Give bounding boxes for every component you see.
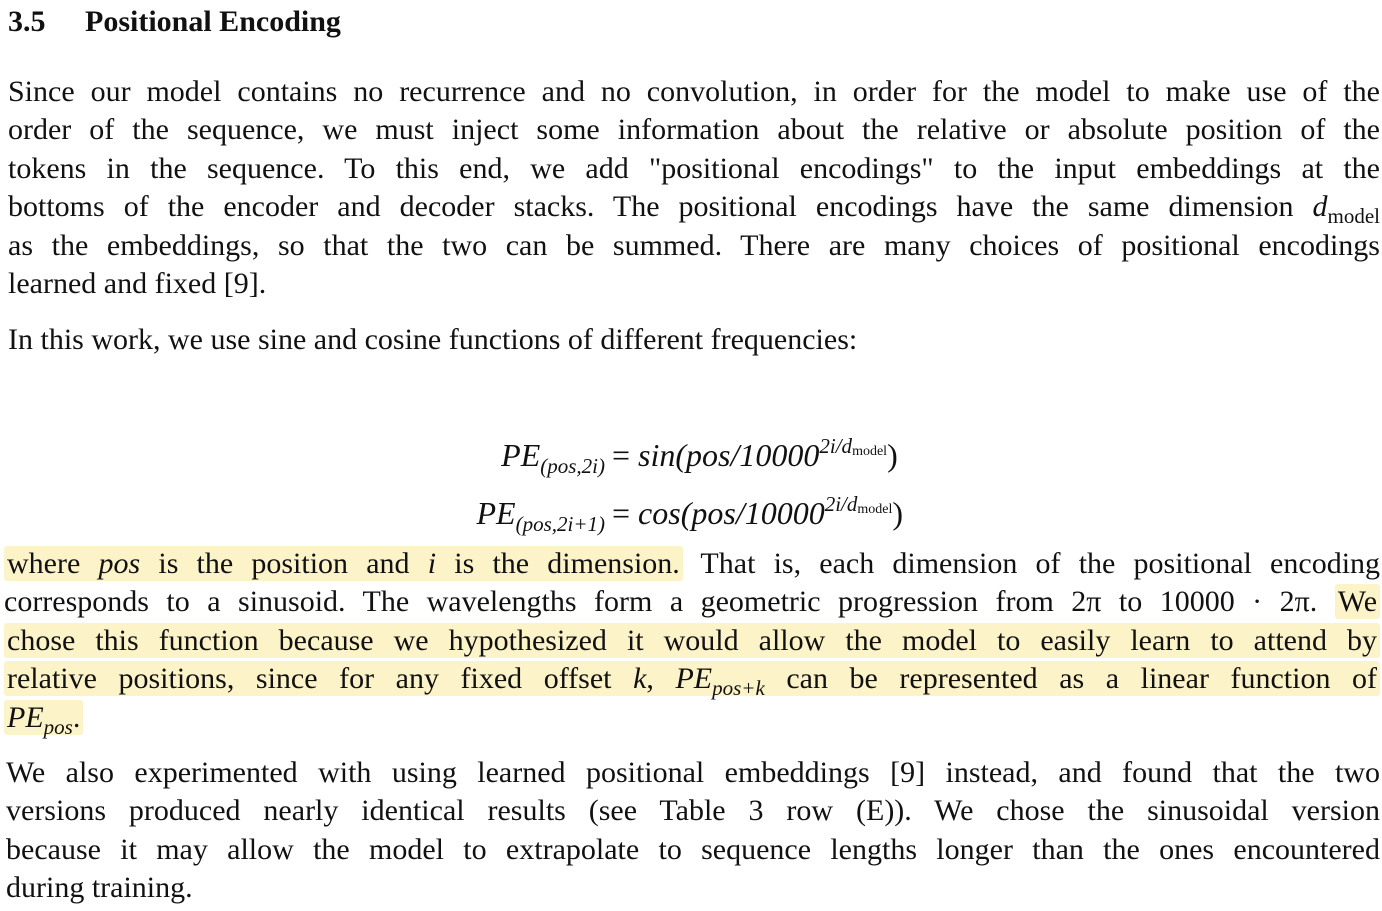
math-exponent-text: 2i/d	[824, 492, 858, 516]
highlighted-span: $PE_{pos}$.	[4, 700, 83, 735]
equation-lhs	[476, 493, 605, 536]
text-line: learned and fixed [9].	[8, 267, 267, 301]
math-subscript: model	[857, 502, 893, 517]
text-line	[4, 583, 1380, 621]
text-line	[8, 188, 1381, 229]
math-var: d	[1312, 190, 1328, 224]
math-var: pos	[98, 547, 141, 580]
section-title: Positional Encoding	[85, 5, 341, 38]
text-line: In this work, we use sine and cosine functions of different frequencies:	[8, 323, 858, 356]
text-line: during training.	[6, 871, 193, 905]
math-exponent	[825, 492, 893, 516]
text-line	[4, 699, 1380, 737]
math-subscript: model	[852, 444, 888, 459]
math-exponent	[819, 434, 887, 458]
text-line: because it may allow the model to extrapolate to sequence lengths longer than the ones encountered	[6, 832, 1380, 866]
paragraph-explanation	[4, 545, 1380, 737]
math-subscript: pos	[43, 714, 73, 739]
text-line	[4, 545, 1380, 583]
math-pe: PE	[476, 495, 516, 531]
math-subscript: (pos,2i)	[540, 454, 605, 478]
math-var: i	[427, 547, 437, 580]
math-var: k	[633, 662, 647, 696]
text-line: order of the sequence, we must inject some information about the relative or absolute position of the	[8, 113, 1380, 147]
math-pe-pos-k	[675, 662, 765, 701]
text-span: bottoms of the encoder and decoder stacks. The positional encodings have the same dimension	[8, 190, 1294, 224]
text-span: is the position and	[158, 547, 410, 580]
text-line: as the embeddings, so that the two can be summed. There are many choices of positional encodings	[8, 228, 1380, 262]
math-paren: )	[892, 495, 904, 531]
text-line: Since our model contains no recurrence and no convolution, in order for the model to make use of the	[8, 75, 1380, 108]
paragraph-intro	[8, 73, 1380, 303]
text-span: relative positions, since for any fixed offset	[7, 662, 612, 696]
math-pe: PE	[7, 700, 44, 734]
highlighted-span: We	[1335, 584, 1380, 619]
paragraph-sinusoid-intro	[8, 321, 1380, 359]
paragraph-learned-embeddings	[6, 754, 1380, 908]
math-subscript: model	[1327, 204, 1381, 229]
equation-lhs	[501, 435, 605, 478]
text-line: versions produced nearly identical results (see Table 3 row (E)). We chose the sinusoidal version	[6, 794, 1380, 828]
math-d-model	[1312, 190, 1381, 229]
math-pe: PE	[675, 662, 713, 696]
equals-sign: =	[612, 495, 631, 531]
section-heading	[8, 2, 341, 42]
text-span: corresponds to a sinusoid. The wavelengths form a geometric progression from 2π to 10000 · 2π.	[4, 585, 1318, 619]
equation-rhs	[612, 493, 903, 533]
highlighted-span	[4, 546, 683, 581]
math-paren: )	[887, 437, 898, 473]
math-pe-pos	[7, 700, 73, 739]
math-subscript: pos+k	[712, 676, 765, 701]
text-line	[4, 622, 1380, 660]
equation-rhs	[612, 435, 898, 475]
text-span: That is, each dimension of the positional encoding	[700, 547, 1381, 580]
math-function: cos(pos/10000	[638, 495, 825, 531]
equals-sign: =	[612, 437, 631, 473]
highlighted-span: chose this function because we hypothesized it would allow the model to easily learn to attend by	[4, 623, 1380, 658]
text-span: where	[7, 547, 81, 580]
math-subscript: (pos,2i+1)	[515, 512, 605, 536]
math-function: sin(pos/10000	[638, 437, 820, 473]
math-exponent-text: 2i/d	[819, 434, 853, 458]
math-pe: PE	[501, 437, 541, 473]
text-span: can be represented as a linear function of	[786, 662, 1378, 696]
section-number: 3.5	[8, 5, 46, 38]
text-line	[4, 660, 1380, 701]
highlighted-span: relative positions, since for any fixed offset k, $PE_{pos+k}$ can be represented as a linear function of	[4, 661, 1380, 696]
text-line: tokens in the sequence. To this end, we add "positional encodings" to the input embeddings at the	[8, 151, 1380, 185]
text-span: is the dimension.	[454, 547, 680, 580]
text-line: We also experimented with using learned positional embeddings [9] instead, and found that the two	[6, 756, 1380, 789]
